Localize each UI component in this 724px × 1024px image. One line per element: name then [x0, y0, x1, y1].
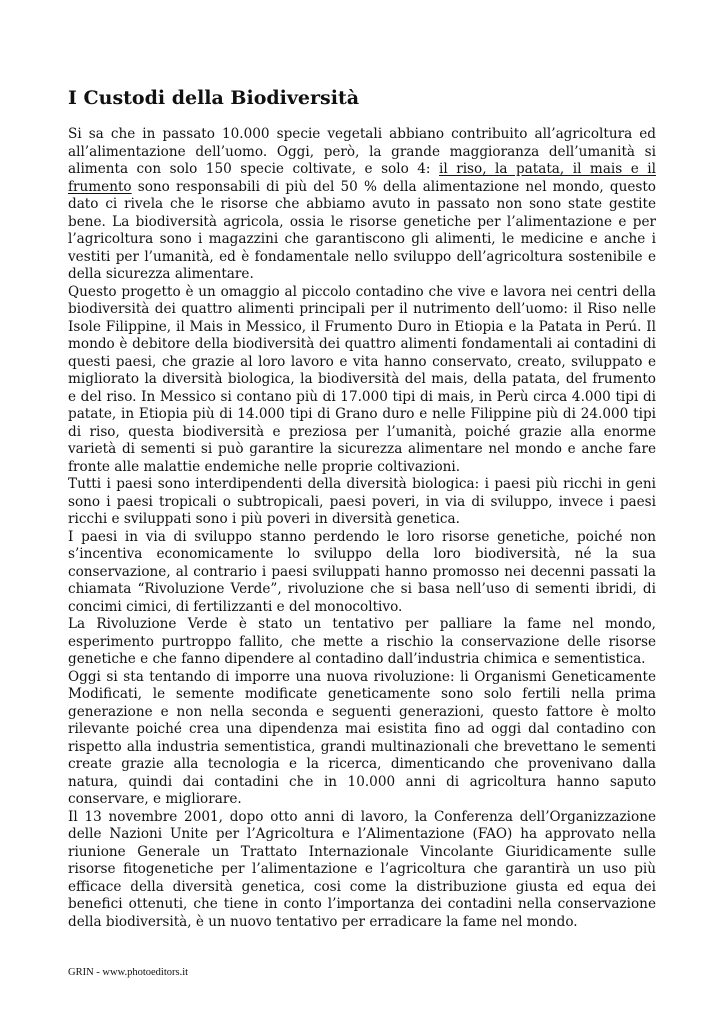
underlined-crops-text: il riso, la patata, il mais e il frumento — [68, 161, 656, 195]
page-footer: GRIN - www.photoeditors.it — [68, 967, 189, 978]
paragraph-4: I paesi in via di sviluppo stanno perdendo le loro risorse genetiche, poiché non s’incentiva economicamente lo sviluppo della loro biodiversità, né la sua conservazione, al contrario i paesi sviluppati hanno promosso nei decenni passati la chiamata “Rivoluzione Verde”, rivoluzione che si basa nell’uso di sementi ibridi, di concimi cimici, di fertilizzanti e del monocoltivo. — [68, 528, 656, 615]
paragraph-1 — [68, 126, 656, 284]
paragraph-6: Oggi si sta tentando di imporre una nuova rivoluzione: li Organismi Geneticamente Modificati, le semente modificate geneticamente sono solo fertili nella prima generazione e non nella seconda e seguenti generazioni, questo fattore è molto rilevante poiché crea una dipendenza mai esistita fino ad oggi dal contadino con rispetto alla industria sementistica, grandi multinazionali che brevettano le sementi create grazie alla tecnologia e la ricerca, dimenticando che provenivano dalla natura, quindi dai contadini che in 10.000 anni di agricoltura hanno saputo conservare, e migliorare. — [68, 668, 656, 807]
paragraph-2: Questo progetto è un omaggio al piccolo contadino che vive e lavora nei centri della biodiversità dei quattro alimenti principali per il nutrimento dell’uomo: il Riso nelle Isole Filippine, il Mais in Messico, il Frumento Duro in Etiopia e la Patata in Perú. Il mondo è debitore della biodiversità dei quattro alimenti fondamentali ai contadini di questi paesi, che grazie al loro lavoro e vita hanno conservato, creato, sviluppato e migliorato la diversità biologica, la biodiversità del mais, della patata, del frumento e del riso. In Messico si contano più di 17.000 tipi di mais, in Perù circa 4.000 tipi di patate, in Etiopia più di 14.000 tipi di Grano duro e nelle Filippine più di 24.000 tipi di riso, questa biodiversità e preziosa per l’umanità, poiché grazie alla enorme varietà di sementi si può garantire la sicurezza alimentare nel mondo e anche fare fronte alle malattie endemiche nelle proprie coltivazioni. — [68, 283, 656, 475]
paragraph-3: Tutti i paesi sono interdipendenti della diversità biologica: i paesi più ricchi in geni sono i paesi tropicali o subtropicali, paesi poveri, in via di sviluppo, invece i paesi ricchi e sviluppati sono i più poveri in diversità genetica. — [68, 476, 656, 527]
document-body — [68, 126, 656, 931]
document-title: I Custodi della Biodiversità — [68, 87, 360, 109]
paragraph-1-text-before: Si sa che in passato 10.000 specie vegetali abbiano contribuito all’agricoltura ed all’alimentazione dell’uomo. Oggi, però, la grande maggioranza dell’umanità si alimenta con solo 150 specie coltivate, e solo 4: — [68, 126, 656, 177]
paragraph-5: La Rivoluzione Verde è stato un tentativo per palliare la fame nel mondo, esperimento purtroppo fallito, che mette a rischio la conservazione delle risorse genetiche e che fanno dipendere al contadino dall’industria chimica e sementistica. — [68, 616, 656, 667]
paragraph-7: Il 13 novembre 2001, dopo otto anni di lavoro, la Conferenza dell’Organizzazione delle Nazioni Unite per l’Agricoltura e l’Alimentazione (FAO) ha approvato nella riunione Generale un Trattato Internazionale Vincolante Giuridicamente sulle risorse fitogenetiche per l’alimentazione e l’agricoltura che garantirà un uso più efficace della diversità genetica, cosi come la distribuzione giusta ed equa dei benefici ottenuti, che tiene in conto l’importanza dei contadini nella conservazione della biodiversità, è un nuovo tentativo per erradicare la fame nel mondo. — [68, 808, 656, 930]
paragraph-1-text-after: sono responsabili di più del 50 % della alimentazione nel mondo, questo dato ci rivela che le risorse che abbiamo avuto in passato non sono state gestite bene. La biodiversità agricola, ossia le risorse genetiche per l’alimentazione e per l’agricoltura sono i magazzini che garantiscono gli alimenti, le medicine e anche i vestiti per l’umanità, ed è fondamentale nello sviluppo dell’agricoltura sostenibile e della sicurezza alimentare. — [68, 178, 656, 282]
